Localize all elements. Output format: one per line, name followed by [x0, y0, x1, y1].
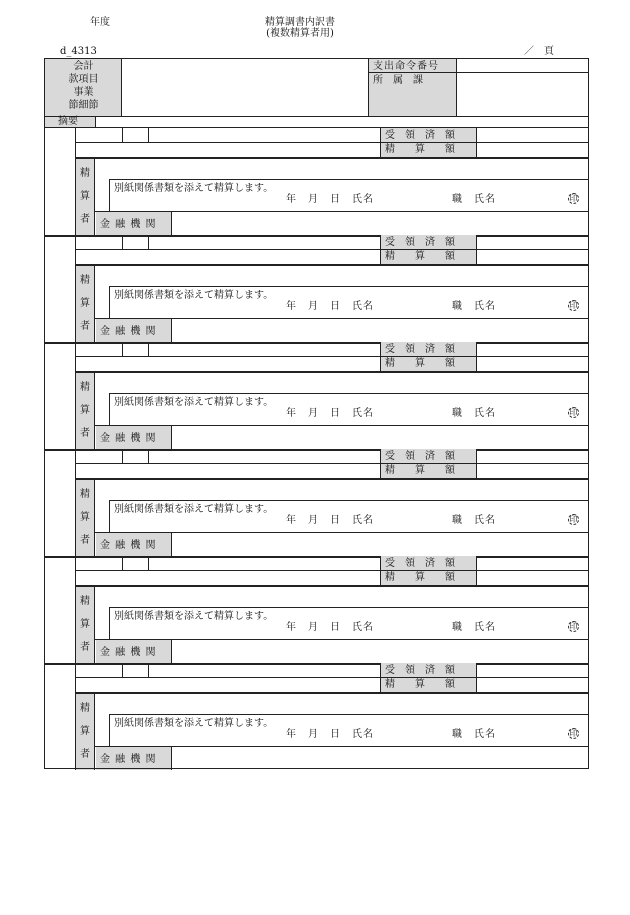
settler-char-2: 算 — [80, 726, 90, 737]
settled-amount-label: 精 算 額 — [385, 144, 455, 155]
date-name-label: 年 月 日 氏名 — [286, 515, 374, 526]
received-amount-label: 受 領 済 額 — [385, 665, 455, 676]
position-name-label: 職 氏名 — [452, 729, 496, 740]
seal-icon: 印 — [569, 729, 578, 738]
settler-char-3: 者 — [80, 321, 90, 332]
settled-amount-label: 精 算 額 — [385, 572, 455, 583]
settler-char-3: 者 — [80, 535, 90, 546]
statement-text: 別紙関係書類を添えて精算します。 — [114, 290, 274, 301]
settler-char-1: 精 — [80, 489, 90, 500]
statement-text: 別紙関係書類を添えて精算します。 — [114, 611, 274, 622]
settler-char-2: 算 — [80, 298, 90, 309]
received-amount-label: 受 領 済 額 — [385, 451, 455, 462]
entries-frame — [44, 128, 589, 769]
form-subtitle: (複数精算者用) — [266, 28, 334, 39]
bank-label: 金 融 機 関 — [100, 754, 157, 765]
received-amount-label: 受 領 済 額 — [385, 237, 455, 248]
date-name-label: 年 月 日 氏名 — [286, 194, 374, 205]
seal-icon: 印 — [569, 194, 578, 203]
settler-char-3: 者 — [80, 428, 90, 439]
position-name-label: 職 氏名 — [452, 622, 496, 633]
seal-icon: 印 — [569, 622, 578, 631]
form-code: d_4313 — [60, 46, 97, 57]
bank-label: 金 融 機 関 — [100, 219, 157, 230]
settler-char-1: 精 — [80, 168, 90, 179]
date-name-label: 年 月 日 氏名 — [286, 301, 374, 312]
bank-label: 金 融 機 関 — [100, 433, 157, 444]
date-name-label: 年 月 日 氏名 — [286, 729, 374, 740]
settler-char-3: 者 — [80, 214, 90, 225]
settler-char-2: 算 — [80, 405, 90, 416]
bank-label: 金 融 機 関 — [100, 326, 157, 337]
project-label: 事業 — [73, 87, 94, 98]
summary-label: 摘要 — [58, 116, 78, 127]
date-name-label: 年 月 日 氏名 — [286, 622, 374, 633]
account-label: 会計 — [73, 61, 94, 72]
bank-label: 金 融 機 関 — [100, 540, 157, 551]
statement-text: 別紙関係書類を添えて精算します。 — [114, 504, 274, 515]
info-table — [44, 58, 589, 128]
position-name-label: 職 氏名 — [452, 301, 496, 312]
statement-text: 別紙関係書類を添えて精算します。 — [114, 718, 274, 729]
department-label: 所 属 課 — [373, 75, 423, 86]
section-label: 節細節 — [68, 100, 99, 111]
settler-char-1: 精 — [80, 275, 90, 286]
info-divider — [368, 72, 589, 73]
received-amount-label: 受 領 済 額 — [385, 344, 455, 355]
settler-char-1: 精 — [80, 596, 90, 607]
settler-char-3: 者 — [80, 749, 90, 760]
settler-char-1: 精 — [80, 703, 90, 714]
statement-text: 別紙関係書類を添えて精算します。 — [114, 397, 274, 408]
settled-amount-label: 精 算 額 — [385, 679, 455, 690]
bank-label: 金 融 機 関 — [100, 647, 157, 658]
settled-amount-label: 精 算 額 — [385, 358, 455, 369]
received-amount-label: 受 領 済 額 — [385, 558, 455, 569]
budget-item-label: 款項目 — [68, 74, 99, 85]
seal-icon: 印 — [569, 515, 578, 524]
position-name-label: 職 氏名 — [452, 515, 496, 526]
summary-divider — [44, 116, 589, 117]
form-title: 精算調書内訳書 — [265, 17, 335, 28]
seal-icon: 印 — [569, 408, 578, 417]
settler-char-2: 算 — [80, 512, 90, 523]
settler-char-2: 算 — [80, 619, 90, 630]
settler-char-1: 精 — [80, 382, 90, 393]
position-name-label: 職 氏名 — [452, 408, 496, 419]
settler-char-2: 算 — [80, 191, 90, 202]
position-name-label: 職 氏名 — [452, 194, 496, 205]
received-amount-label: 受 領 済 額 — [385, 130, 455, 141]
fiscal-year-label: 年度 — [90, 17, 110, 28]
page-number: ／ 頁 — [524, 46, 554, 57]
statement-text: 別紙関係書類を添えて精算します。 — [114, 183, 274, 194]
settled-amount-label: 精 算 額 — [385, 465, 455, 476]
settled-amount-label: 精 算 額 — [385, 251, 455, 262]
seal-icon: 印 — [569, 301, 578, 310]
settler-char-3: 者 — [80, 642, 90, 653]
date-name-label: 年 月 日 氏名 — [286, 408, 374, 419]
order-number-label: 支出命令番号 — [373, 61, 439, 72]
